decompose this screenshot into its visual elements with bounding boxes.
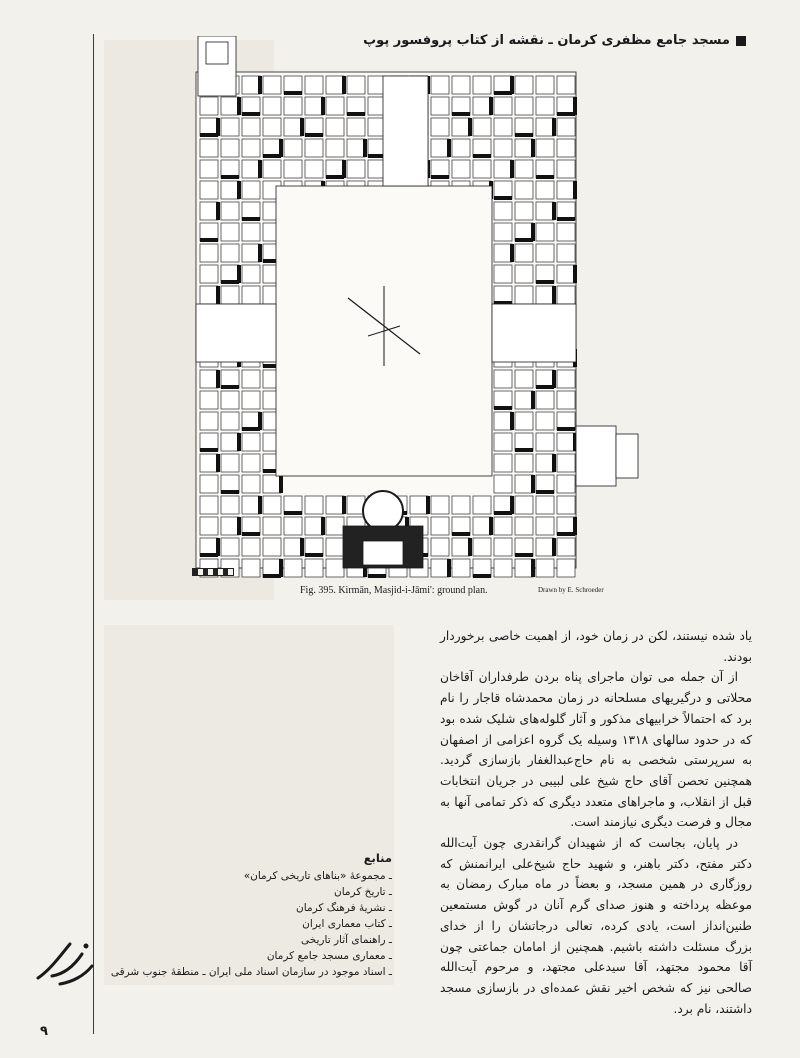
figure-caption: Fig. 395. Kirmān, Masjid-i-Jāmi': ground plan. [300,585,488,596]
plan-bay [431,496,449,514]
plan-pier [242,112,260,116]
plan-pier [300,538,304,556]
plan-bay [221,202,239,220]
plan-pier [557,532,575,536]
plan-pier [552,202,556,220]
plan-pier [258,160,262,178]
plan-bay [326,517,344,535]
plan-bay [452,160,470,178]
plan-bay [515,412,533,430]
plan-bay [221,454,239,472]
plan-bay [557,433,575,451]
plan-pier [531,391,535,409]
plan-bay [515,496,533,514]
plan-pier [494,406,512,410]
plan-pier [557,217,575,221]
plan-bay [473,160,491,178]
plan-bay [557,118,575,136]
plan-bay [494,412,512,430]
plan-bay [536,244,554,262]
plan-bay [284,160,302,178]
plan-bay [221,97,239,115]
plan-pier [342,496,346,514]
plan-bay [515,475,533,493]
plan-bay [557,223,575,241]
plan-bay [221,433,239,451]
plan-pier [368,574,386,578]
plan-bay [557,370,575,388]
plan-pier [515,238,533,242]
plan-pier [237,97,241,115]
figure-title: مسجد جامع مظفری کرمان ـ نقشه از کتاب پروفسور پوپ [363,33,730,48]
plan-bay [431,517,449,535]
plan-bay [242,244,260,262]
plan-pier [552,286,556,304]
plan-pier [552,118,556,136]
plan-bay [494,265,512,283]
plan-bay [494,244,512,262]
references-title: منابع [363,851,392,865]
plan-bay [494,538,512,556]
plan-bay [326,139,344,157]
plan-bay [494,160,512,178]
reference-item: ـ کتاب معماری ایران [302,918,392,930]
plan-pier [237,433,241,451]
plan-bay [284,118,302,136]
plan-bay [242,139,260,157]
plan-pier [221,385,239,389]
plan-bay [452,559,470,577]
plan-pier [363,139,367,157]
plan-bay [284,559,302,577]
plan-bay [242,475,260,493]
plan-bay [515,244,533,262]
plan-bay [263,496,281,514]
reference-item: ـ مجموعهٔ «بناهای تاریخی کرمان» [243,870,392,882]
plan-bay [263,97,281,115]
plan-bay [494,559,512,577]
plan-pier [468,538,472,556]
plan-bay [242,286,260,304]
drawing-credit: Drawn by E. Schroeder [538,586,604,594]
plan-pier [321,517,325,535]
plan-bay [557,286,575,304]
plan-bay [305,160,323,178]
plan-bay [452,76,470,94]
plan-bay [242,223,260,241]
plan-bay [242,160,260,178]
kerman-calligraphy-logo [30,926,100,996]
plan-bay [494,517,512,535]
plan-pier [263,154,281,158]
plan-pier [200,448,218,452]
bullet-square-icon [736,36,746,46]
paragraph: از آن جمله می توان ماجرای پناه بردن طرفداران آقاخان محلاتی و درگیریهای مسلحانه در زمان محمدشاه قاجار را نام برد که احتمالاً خرابیهای مذکور و آثار گلوله‌های شلیک شده بود که در حدود سالهای ۱۳۱۸ وسیله یک گروه اعزامی از اصفهان به سرپرستی شخصی به نام حاج‌عبدالغفار بازسازی گردید. همچنین تحصن آقای حاج شیخ علی لبیبی در جریان انتخابات قبل از انقلاب، و ماجراهای متعدد دیگری که ذکر تمامی آنها به مجال و فرصت دیگری نیازمند است. [440,670,752,830]
plan-bay [515,181,533,199]
plan-bay [473,97,491,115]
plan-bay [557,391,575,409]
plan-bay [305,517,323,535]
plan-bay [557,496,575,514]
plan-pier [536,490,554,494]
plan-pier [326,175,344,179]
plan-bay [431,118,449,136]
plan-pier [557,427,575,431]
plan-bay [515,97,533,115]
plan-bay [473,76,491,94]
plan-bay [305,139,323,157]
plan-bay [515,517,533,535]
article-body [440,626,752,1019]
plan-pier [342,76,346,94]
plan-bay [557,475,575,493]
plan-pier [573,181,577,199]
plan-bay [536,454,554,472]
plan-bay [452,538,470,556]
plan-bay [221,181,239,199]
plan-bay [200,391,218,409]
plan-bay [557,244,575,262]
plan-bay [200,412,218,430]
plan-pier [510,412,514,430]
plan-bay [536,223,554,241]
plan-pier [216,370,220,388]
plan-bay [515,391,533,409]
plan-pier [536,175,554,179]
plan-bay [305,97,323,115]
plan-bay [557,265,575,283]
plan-bay [200,370,218,388]
plan-bay [557,160,575,178]
plan-bay [242,538,260,556]
plan-bay [263,118,281,136]
plan-bay [431,76,449,94]
plan-bay [242,391,260,409]
plan-bay [494,139,512,157]
plan-east-iwan [492,304,576,362]
plan-bay [326,496,344,514]
mosque-ground-plan [188,36,648,581]
plan-bay [536,559,554,577]
plan-bay [515,139,533,157]
plan-bay [557,181,575,199]
plan-bay [536,181,554,199]
plan-bay [263,475,281,493]
reference-item: ـ نشریهٔ فرهنگ کرمان [296,902,392,914]
plan-bay [515,265,533,283]
plan-bay [494,454,512,472]
plan-bay [515,370,533,388]
plan-pier [536,280,554,284]
plan-pier [431,175,449,179]
column-rule [93,34,94,1034]
plan-pier [515,553,533,557]
plan-east-annex [576,426,616,486]
plan-bay [284,139,302,157]
plan-bay [557,454,575,472]
plan-bay [536,538,554,556]
plan-pier [216,202,220,220]
plan-bay [326,538,344,556]
plan-bay [452,118,470,136]
plan-bay [221,286,239,304]
plan-bay [536,286,554,304]
plan-bay [494,475,512,493]
plan-bay [557,139,575,157]
plan-bay [326,97,344,115]
plan-pier [200,553,218,557]
plan-pier [237,181,241,199]
plan-bay [515,454,533,472]
plan-west-iwan [196,304,276,362]
plan-bay [452,496,470,514]
plan-bay [473,496,491,514]
plan-bay [347,139,365,157]
plan-bay [431,97,449,115]
plan-pier [510,244,514,262]
plan-pier [452,112,470,116]
plan-pier [494,196,512,200]
plan-pier [531,559,535,577]
plan-bay [431,538,449,556]
plan-bay [200,181,218,199]
plan-bay [536,202,554,220]
plan-pier [347,112,365,116]
plan-bay [473,517,491,535]
plan-pier [258,244,262,262]
plan-pier [284,511,302,515]
scale-bar [192,568,234,576]
plan-bay [263,538,281,556]
plan-pier [321,97,325,115]
plan-pier [557,112,575,116]
plan-bay [515,286,533,304]
plan-pier [447,139,451,157]
plan-bay [494,223,512,241]
plan-bay [242,559,260,577]
plan-bay [200,244,218,262]
plan-bay [284,538,302,556]
plan-bay [536,517,554,535]
plan-pier [242,427,260,431]
plan-bay [347,160,365,178]
plan-bay [284,97,302,115]
plan-pier [279,475,283,493]
plan-pier [305,553,323,557]
plan-pier [489,517,493,535]
plan-pier [468,118,472,136]
plan-pier [216,286,220,304]
plan-pier [494,91,512,95]
plan-bay [305,76,323,94]
plan-bay [221,139,239,157]
plan-bay [536,118,554,136]
plan-bay [536,97,554,115]
plan-bay [242,181,260,199]
plan-bay [242,265,260,283]
plan-east-porch [616,434,638,478]
plan-bay [347,76,365,94]
plan-pier [536,385,554,389]
plan-bay [263,76,281,94]
plan-pier [510,160,514,178]
plan-bay [515,202,533,220]
plan-pier [263,574,281,578]
plan-bay [494,202,512,220]
plan-bay [473,538,491,556]
plan-pier [258,496,262,514]
plan-bay [200,475,218,493]
plan-bay [200,517,218,535]
page-number: ۹ [40,1024,48,1039]
plan-pier [473,574,491,578]
plan-pier [221,280,239,284]
plan-bay [263,517,281,535]
plan-bay [221,223,239,241]
plan-bay [200,97,218,115]
plan-bay [221,517,239,535]
ground-plan-drawing [188,36,648,581]
plan-bay [200,139,218,157]
plan-pier [200,133,218,137]
plan-bay [536,391,554,409]
plan-pier [216,454,220,472]
plan-bay [557,559,575,577]
references [112,850,392,980]
plan-pier [221,490,239,494]
plan-bay [326,76,344,94]
plan-bay [200,286,218,304]
plan-bay [305,496,323,514]
paragraph: یاد شده نیستند، لکن در زمان خود، از اهمیت خاصی برخوردار بودند. [440,629,752,664]
plan-pier [305,133,323,137]
plan-bay [515,160,533,178]
plan-pier [552,454,556,472]
plan-pier [515,448,533,452]
plan-bay [221,538,239,556]
plan-bay [200,265,218,283]
plan-bay [536,433,554,451]
reference-item: ـ تاریخ کرمان [334,886,392,898]
plan-bay [557,76,575,94]
plan-bay [452,139,470,157]
plan-bay [515,76,533,94]
plan-bay [431,139,449,157]
plan-bay [326,118,344,136]
plan-pier [242,532,260,536]
plan-pier [489,97,493,115]
plan-pier [573,265,577,283]
plan-pier [284,91,302,95]
plan-bay [536,76,554,94]
plan-pier [452,532,470,536]
plan-bay [242,454,260,472]
plan-pier [300,118,304,136]
plan-bay [557,538,575,556]
references-list [112,868,392,980]
plan-pier [221,175,239,179]
plan-bay [200,454,218,472]
plan-bay [221,118,239,136]
plan-bay [536,412,554,430]
plan-bay [284,517,302,535]
plan-bay [242,433,260,451]
plan-bay [200,496,218,514]
plan-bay [473,118,491,136]
plan-pier [447,559,451,577]
plan-mihrab [363,541,403,565]
plan-bay [242,496,260,514]
plan-pier [237,517,241,535]
plan-bay [494,433,512,451]
plan-bay [326,559,344,577]
plan-bay [242,370,260,388]
plan-bay [221,496,239,514]
plan-pier [552,538,556,556]
plan-bay [221,391,239,409]
plan-pier [531,475,535,493]
plan-minaret-core [206,42,228,64]
plan-bay [200,202,218,220]
plan-bay [263,160,281,178]
plan-bay [431,559,449,577]
plan-bay [536,496,554,514]
plan-bay [536,139,554,157]
plan-pier [494,511,512,515]
plan-pier [258,76,262,94]
plan-bay [221,412,239,430]
plan-dome-chamber [363,491,403,531]
plan-bay [494,97,512,115]
plan-bay [347,118,365,136]
plan-bay [242,118,260,136]
plan-pier [515,133,533,137]
plan-bay [515,559,533,577]
plan-bay [221,244,239,262]
plan-bay [305,559,323,577]
plan-pier [473,154,491,158]
plan-bay [200,160,218,178]
reference-item: ـ راهنمای آثار تاریخی [300,934,392,946]
plan-pier [242,217,260,221]
reference-item: ـ معماری مسجد جامع کرمان [266,950,392,962]
plan-bay [242,76,260,94]
plan-bay [494,118,512,136]
plan-pier [531,139,535,157]
plan-bay [410,496,428,514]
reference-item: ـ اسناد موجود در سازمان اسناد ملی ایران ـ منطقهٔ جنوب شرقی [110,966,392,978]
plan-bay [494,370,512,388]
plan-pier [426,496,430,514]
plan-pier [200,238,218,242]
plan-iwan [383,76,428,186]
paragraph: در پایان، بجاست که از شهیدان گرانقدری چون آیت‌الله دکتر مفتح، دکتر باهنر، و شهید حاج شیخ‌علی ایرانمنش که روزگاری در همین مسجد، و بعضاً در ماه مبارک رمضان به موعظه پرداخته و هنوز صدای گرم آنان در گوش مستمعین طنین‌انداز است، یادی کرده، تعالی درجاتشان را از خدای بزرگ مسئلت داشته باشیم. همچنین از امامان جماعتی چون آقا محمود مجتهد، آقا سیدعلی مجتهد، و مرحوم آیت‌الله صالحی نیز که شخص اخیر نقش عمده‌ای در بازسازی مسجد داشتند، نام برد. [440,836,752,1016]
